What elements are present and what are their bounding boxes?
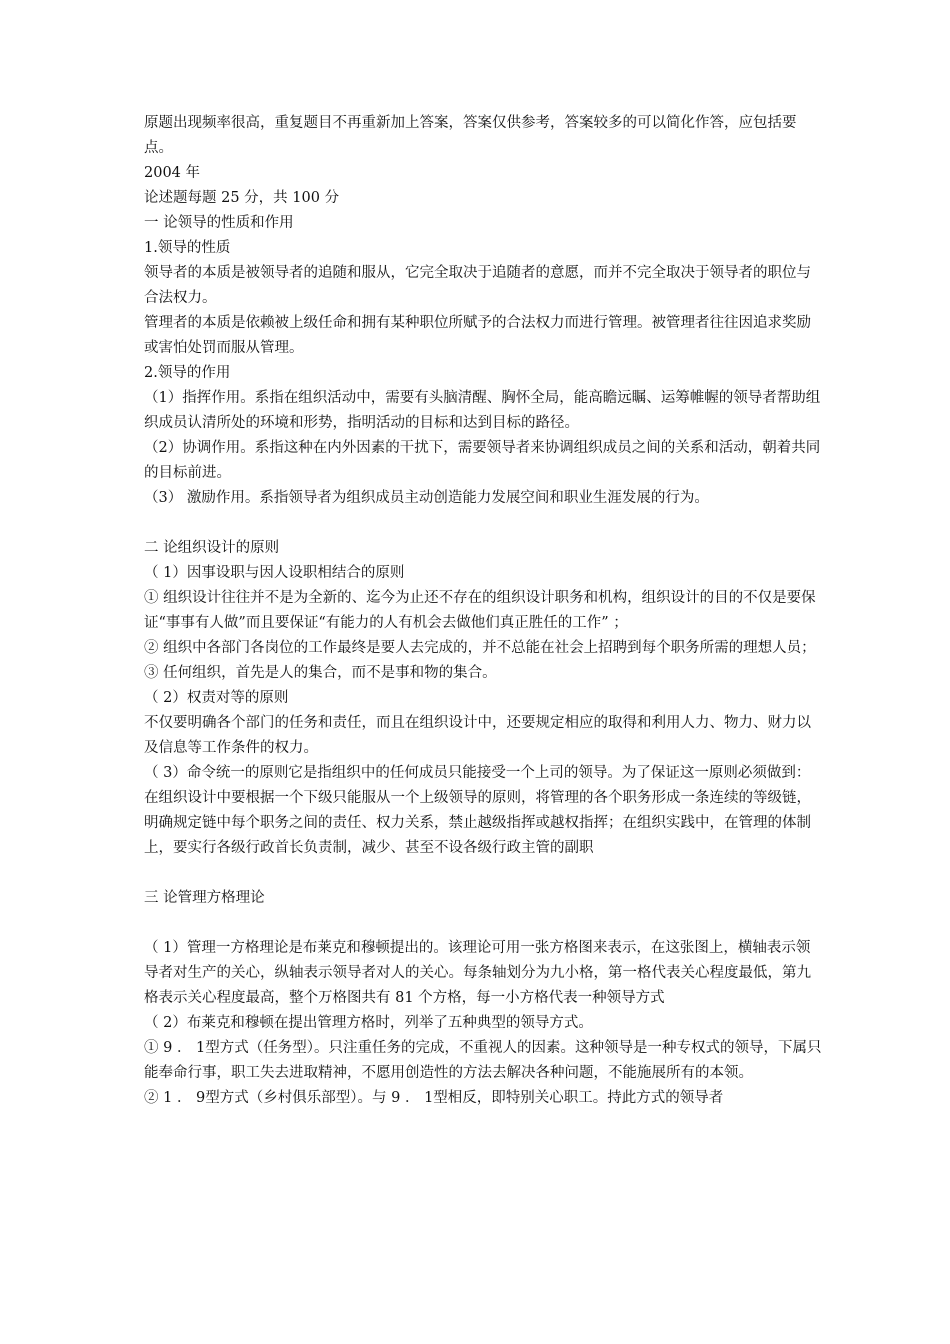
subheading-role: 2.领导的作用 — [144, 365, 231, 381]
document-body — [144, 111, 824, 1111]
subheading-nature: 1.领导的性质 — [144, 240, 231, 256]
principle-1-heading: （ 1）因事设职与因人设职相结合的原则 — [144, 565, 405, 581]
section-1-title: 一 论领导的性质和作用 — [144, 215, 294, 231]
spacer — [144, 861, 824, 886]
paragraph-manager-nature: 管理者的本质是依赖被上级任命和拥有某种职位所赋予的合法权力而进行管理。被管理者往往因追求奖励或害怕处罚而服从管理。 — [144, 315, 811, 356]
style-1-9: ② 1 ． 9型方式（乡村俱乐部型）。与 9 ． 1型相反，即特别关心职工。持此方式的领导者 — [144, 1090, 724, 1106]
role-item-1: （1）指挥作用。系指在组织活动中，需要有头脑清醒、胸怀全局，能高瞻远瞩、运筹帷幄的领导者帮助组织成员认清所处的环境和形势，指明活动的目标和达到目标的路径。 — [144, 390, 821, 431]
scoring-note: 论述题每题 25 分，共 100 分 — [144, 190, 340, 206]
role-item-2: （2）协调作用。系指这种在内外因素的干扰下，需要领导者来协调组织成员之间的关系和活动，朝着共同的目标前进。 — [144, 440, 821, 481]
spacer — [144, 911, 824, 936]
grid-theory-paragraph: （ 1）管理一方格理论是布莱克和穆顿提出的。该理论可用一张方格图来表示，在这张图上，横轴表示领导者对生产的关心，纵轴表示领导者对人的关心。每条轴划分为九小格，第一格代表关心程度最低，第九格表示关心程度最高，整个万格图共有 81 个方格，每一小方格代表一种领导方式 — [144, 940, 811, 1006]
paragraph-leader-nature: 领导者的本质是被领导者的追随和服从，它完全取决于追随者的意愿，而并不完全取决于领导者的职位与合法权力。 — [144, 265, 811, 306]
principle-1-point-3: ③ 任何组织，首先是人的集合，而不是事和物的集合。 — [144, 665, 497, 681]
principle-2-body: 不仅要明确各个部门的任务和责任，而且在组织设计中，还要规定相应的取得和利用人力、物力、财力以及信息等工作条件的权力。 — [144, 715, 811, 756]
grid-styles-intro: （ 2）布莱克和穆顿在提出管理方格时，列举了五种典型的领导方式。 — [144, 1015, 593, 1031]
spacer — [144, 511, 824, 536]
style-9-1: ① 9 ． 1型方式（任务型）。只注重任务的完成，不重视人的因素。这种领导是一种专权式的领导，下属只能奉命行事，职工失去进取精神，不愿用创造性的方法去解决各种问题，不能施展所有的本领。 — [144, 1040, 822, 1081]
section-2-title: 二 论组织设计的原则 — [144, 540, 280, 556]
intro-note: 原题出现频率很高，重复题目不再重新加上答案，答案仅供参考，答案较多的可以简化作答，应包括要点。 — [144, 115, 797, 156]
principle-2-heading: （ 2）权责对等的原则 — [144, 690, 289, 706]
principle-1-point-2: ② 组织中各部门各岗位的工作最终是要人去完成的，并不总能在社会上招聘到每个职务所需的理想人员； — [144, 640, 816, 656]
principle-1-point-1: ① 组织设计往往并不是为全新的、迄今为止还不存在的组织设计职务和机构，组织设计的目的不仅是要保证“事事有人做”而且要保证“有能力的人有机会去做他们真正胜任的工作” ； — [144, 590, 816, 631]
year-heading: 2004 年 — [144, 165, 201, 181]
role-item-3: （3） 激励作用。系指领导者为组织成员主动创造能力发展空间和职业生涯发展的行为。 — [144, 490, 709, 506]
principle-3-paragraph: （ 3）命令统一的原则它是指组织中的任何成员只能接受一个上司的领导。为了保证这一原则必须做到：在组织设计中要根据一个下级只能服从一个上级领导的原则，将管理的各个职务形成一条连续的等级链，明确规定链中每个职务之间的责任、权力关系，禁止越级指挥或越权指挥；在组织实践中，在管理的体制上，要实行各级行政首长负责制，减少、甚至不设各级行政主管的副职 — [144, 765, 811, 856]
section-3-title: 三 论管理方格理论 — [144, 890, 265, 906]
